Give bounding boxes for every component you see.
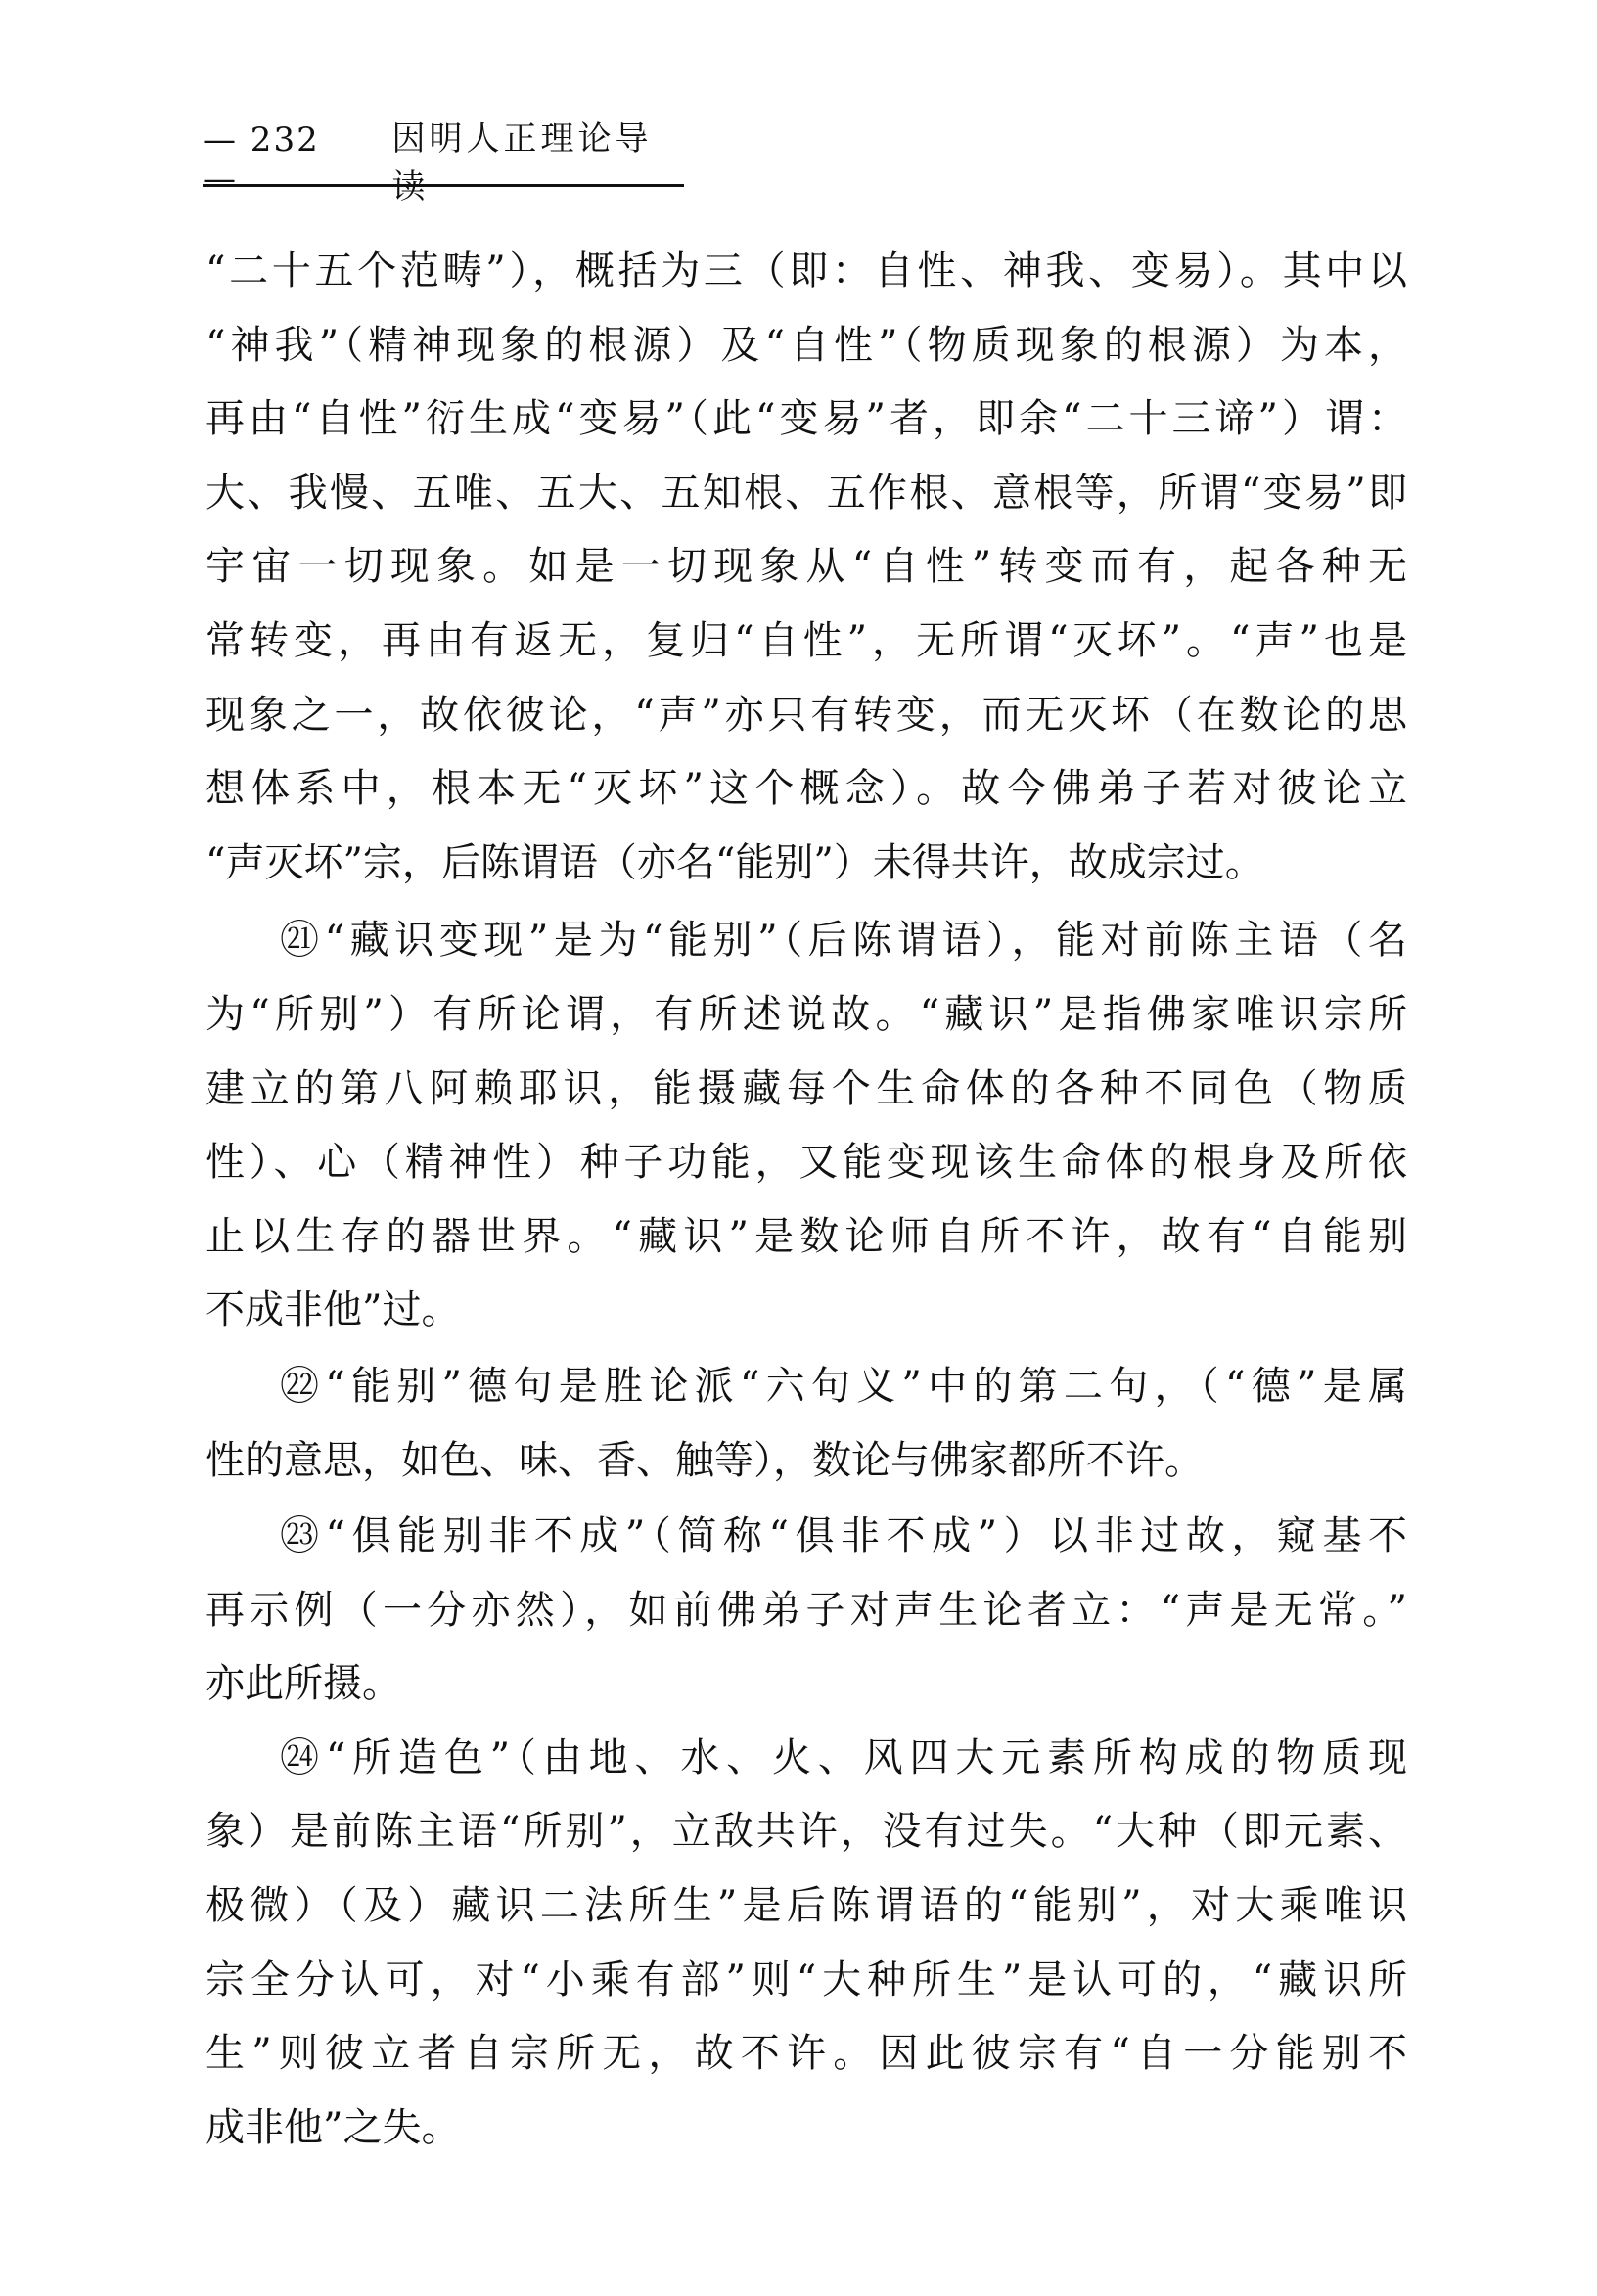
text-line: 止以生存的器世界。“藏识”是数论师自所不许，故有“自能别 — [205, 1213, 1407, 1259]
book-title: 因明人正理论导读 — [391, 119, 653, 206]
paragraph — [205, 1722, 1407, 2166]
text-line: 想体系中，根本无“灭坏”这个概念）。故今佛弟子若对彼论立 — [205, 766, 1407, 812]
text-line: ㉒“能别”德句是胜论派“六句义”中的第二句，（“德”是属 — [280, 1363, 1407, 1409]
text-line: 常转变，再由有返无，复归“自性”，无所谓“灭坏”。“声”也是 — [205, 617, 1407, 663]
paragraph — [205, 1500, 1407, 1722]
page-number: — 232 — — [203, 120, 320, 199]
paragraph — [205, 1350, 1407, 1498]
text-line: 亦此所摄。 — [205, 1661, 401, 1707]
text-line: 为“所别”）有所论谓，有所述说故。“藏识”是指佛家唯识宗所 — [205, 991, 1407, 1037]
text-line: “神我”（精神现象的根源）及“自性”（物质现象的根源）为本， — [205, 322, 1407, 368]
text-line: 象）是前陈主语“所别”，立敌共许，没有过失。“大种（即元素、 — [205, 1809, 1407, 1855]
text-line: “声灭坏”宗，后陈谓语（亦名“能别”）未得共许，故成宗过。 — [205, 839, 1264, 885]
page-body — [205, 235, 1407, 2165]
text-line: 宇宙一切现象。如是一切现象从“自性”转变而有，起各种无 — [205, 544, 1407, 590]
text-line: ㉓“俱能别非不成”（简称“俱非不成”）以非过故，窥基不 — [280, 1513, 1407, 1559]
text-line: 再示例（一分亦然），如前佛弟子对声生论者立：“声是无常。” — [205, 1587, 1407, 1633]
text-line: 宗全分认可，对“小乘有部”则“大种所生”是认可的，“藏识所 — [205, 1957, 1407, 2003]
text-line: 建立的第八阿赖耶识，能摄藏每个生命体的各种不同色（物质 — [205, 1065, 1407, 1111]
text-line: 再由“自性”衍生成“变易”（此“变易”者，即余“二十三谛”）谓： — [205, 396, 1407, 442]
text-line: 极微）（及）藏识二法所生”是后陈谓语的“能别”，对大乘唯识 — [205, 1883, 1407, 1929]
text-line: 不成非他”过。 — [205, 1287, 461, 1333]
paragraph — [205, 235, 1407, 900]
text-line: 性的意思，如色、味、香、触等），数论与佛家都所不许。 — [205, 1437, 1204, 1483]
text-line: “二十五个范畴”），概括为三（即：自性、神我、变易）。其中以 — [205, 248, 1407, 293]
text-line: ㉑“藏识变现”是为“能别”（后陈谓语），能对前陈主语（名 — [280, 918, 1407, 964]
text-line: 成非他”之失。 — [205, 2104, 461, 2150]
text-line: 现象之一，故依彼论，“声”亦只有转变，而无灭坏（在数论的思 — [205, 692, 1407, 738]
text-line: 大、我慢、五唯、五大、五知根、五作根、意根等，所谓“变易”即 — [205, 470, 1407, 516]
running-header — [203, 119, 684, 206]
paragraph — [205, 904, 1407, 1348]
text-line: ㉔“所造色”（由地、水、火、风四大元素所构成的物质现 — [280, 1734, 1407, 1780]
text-line: 性）、心（精神性）种子功能，又能变现该生命体的根身及所依 — [205, 1140, 1407, 1186]
text-line: 生”则彼立者自宗所无，故不许。因此彼宗有“自一分能别不 — [205, 2031, 1407, 2077]
